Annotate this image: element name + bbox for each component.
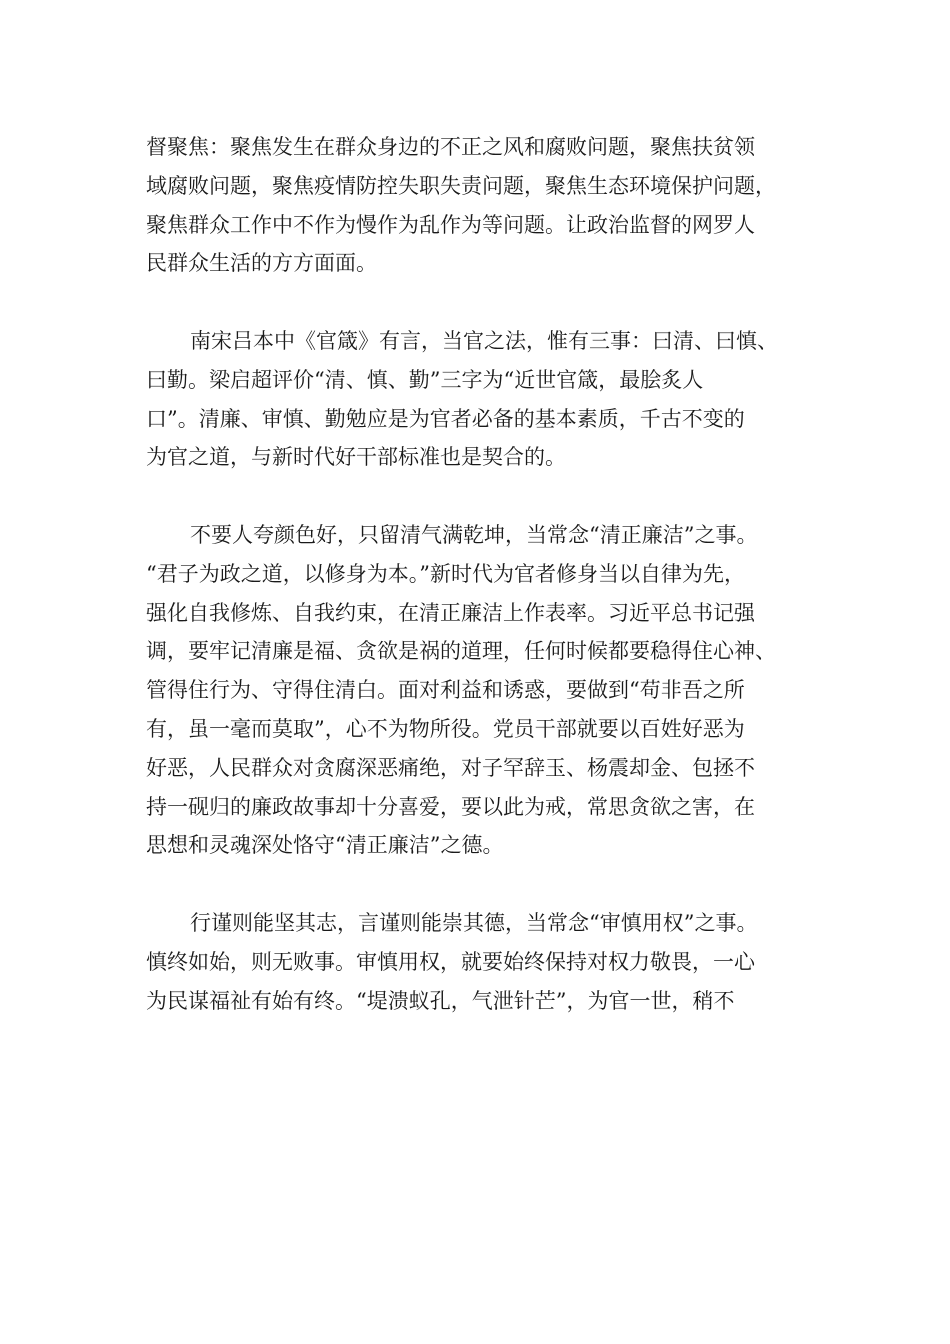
paragraph-line: 民群众生活的方方面面。: [146, 251, 377, 276]
paragraph-line: 督聚焦：聚焦发生在群众身边的不正之风和腐败问题，聚焦扶贫领: [146, 135, 755, 159]
paragraph-spacer: [146, 865, 806, 904]
paragraph-4: [146, 904, 806, 1020]
paragraph-line: 管得住行为、守得住清白。面对利益和诱惑，要做到“苟非吾之所: [146, 678, 745, 703]
document-body: [146, 128, 806, 1020]
paragraph-line: 持一砚归的廉政故事却十分喜爱，要以此为戒，常思贪欲之害，在: [146, 794, 755, 819]
paragraph-line: 南宋吕本中《官箴》有言，当官之法，惟有三事：曰清、曰慎、: [190, 328, 778, 353]
paragraph-1: [146, 128, 806, 283]
paragraph-line: 曰勤。梁启超评价“清、慎、勤”三字为“近世官箴，最脍炙人: [146, 367, 704, 392]
paragraph-line: 不要人夸颜色好，只留清气满乾坤，当常念“清正廉洁”之事。: [190, 522, 758, 547]
paragraph-line: 聚焦群众工作中不作为慢作为乱作为等问题。让政治监督的网罗人: [146, 212, 755, 237]
paragraph-spacer: [146, 477, 806, 516]
paragraph-line: 域腐败问题，聚焦疫情防控失职失责问题，聚焦生态环境保护问题，: [146, 173, 776, 198]
paragraph-spacer: [146, 283, 806, 322]
paragraph-line: 好恶，人民群众对贪腐深恶痛绝，对子罕辞玉、杨震却金、包拯不: [146, 755, 755, 780]
paragraph-line: 慎终如始，则无败事。审慎用权，就要始终保持对权力敬畏，一心: [146, 949, 755, 974]
paragraph-line: “君子为政之道，以修身为本。”新时代为官者修身当以自律为先，: [146, 561, 745, 586]
paragraph-line: 强化自我修炼、自我约束，在清正廉洁上作表率。习近平总书记强: [146, 600, 755, 625]
paragraph-line: 为官之道，与新时代好干部标准也是契合的。: [146, 445, 566, 470]
paragraph-line: 行谨则能坚其志，言谨则能崇其德，当常念“审慎用权”之事。: [190, 910, 758, 935]
paragraph-3: [146, 516, 806, 865]
paragraph-line: 口”。清廉、审慎、勤勉应是为官者必备的基本素质，千古不变的: [146, 406, 745, 431]
paragraph-line: 思想和灵魂深处恪守“清正廉洁”之德。: [146, 833, 504, 858]
paragraph-2: [146, 322, 806, 477]
paragraph-line: 有，虽一毫而莫取”，心不为物所役。党员干部就要以百姓好恶为: [146, 716, 745, 741]
paragraph-line: 调，要牢记清廉是福、贪欲是祸的道理，任何时候都要稳得住心神、: [146, 639, 776, 664]
paragraph-line: 为民谋福祉有始有终。“堤溃蚁孔，气泄针芒”，为官一世，稍不: [146, 988, 735, 1013]
